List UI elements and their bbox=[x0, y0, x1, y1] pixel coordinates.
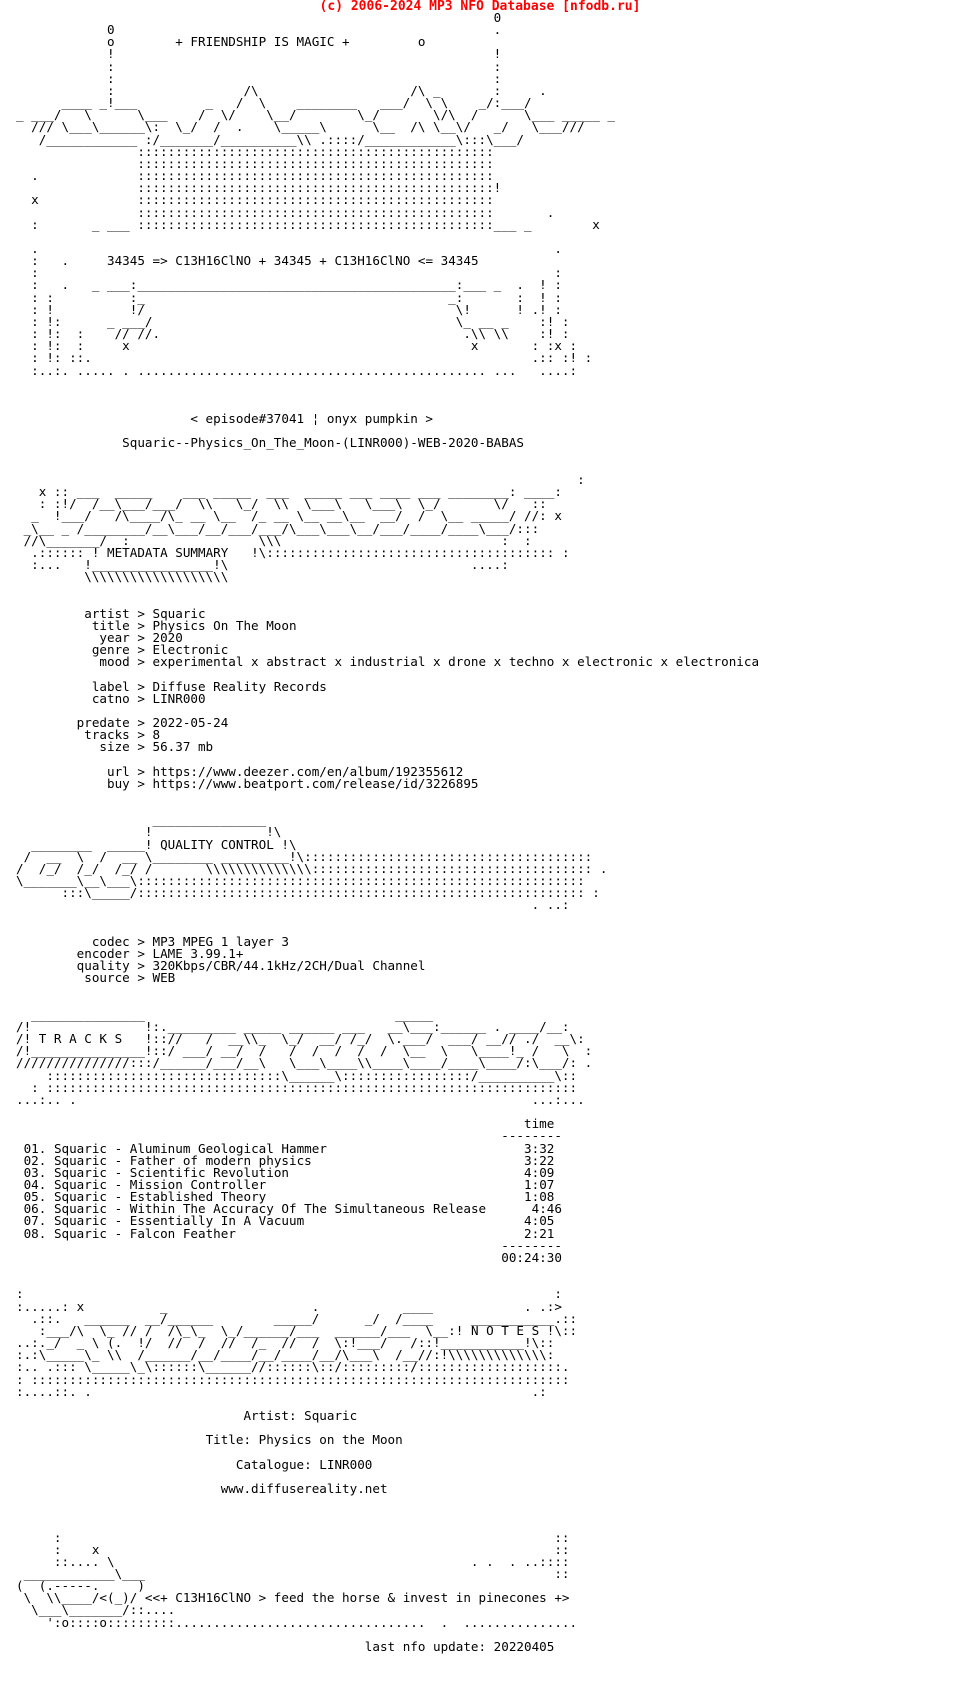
track-row: 01. Squaric - Aluminum Geological Hammer 3:32 bbox=[23, 1140, 555, 1156]
track-row: 04. Squaric - Mission Controller 1:07 bbox=[23, 1177, 555, 1192]
meta-artist: Squaric bbox=[152, 605, 206, 621]
meta-buy-link[interactable]: https://www.beatport.com/release/id/3226895 bbox=[152, 775, 479, 791]
metadata-section-title: METADATA SUMMARY bbox=[107, 544, 229, 560]
episode-line: < episode#37041 ¦ onyx pumpkin > bbox=[190, 411, 434, 427]
header-art: 0 0 . o + FRIENDSHIP IS MAGIC + o ! ! : : : : : /\ /\ _ : . ____ _!___ _ / \ ________ ___/ \ \ _/:___/ _ ___/ \ \___ / \/ \__/ \_/ \/\ / \___ _____ _ /// \___\______\: \_/ / . \_____\ \__ /\ \__\/ _/ \___/// /____________ :/_______/__________\\ .::::/____________\:::\___/ ::::::::::::::::::::::::::::::::::::::::::::::: ::::::::::::::::::::::::::::::::::::::::::::::: . ::::::::::::::::::::::::::::::::::::::::::::::: :::::::::::::::::::::::::::::::::::::::::::::::! x ::::::::::::::::::::::::::::::::::::::::::::::: ::::::::::::::::::::::::::::::::::::::::::::::: . : _ ___ :::::::::::::::::::::::::::::::::::::::::::::::___ _ x . . : . 34345 => C13H16ClNO + 34345 + C13H16ClNO <= 34345 : : : . _ ___:__________________________________________:___ _ . ! : : : :_ _: : ! : : ! !/ \! ! .! : : !: _ ___/ \_ __ _ :! : : !: : // //. .\\ \\ :! : : !: : x x : :x : : !: ::. .:: :! : :..:. ..... . .............................................. ... ....: bbox=[16, 10, 615, 378]
tracklist-time-header: time bbox=[524, 1116, 555, 1132]
formula: 34345 => C13H16ClNO + 34345 + C13H16ClNO <= 34345 bbox=[107, 253, 479, 269]
last-update: last nfo update: 20220405 bbox=[364, 1638, 555, 1654]
meta-mood: experimental x abstract x industrial x drone x techno x electronic x electronica bbox=[152, 654, 760, 670]
track-row: 07. Squaric - Essentially In A Vacuum 4:05 bbox=[23, 1213, 555, 1229]
notes-website: www.diffusereality.net bbox=[220, 1480, 388, 1496]
quality-section-title: QUALITY CONTROL bbox=[160, 836, 274, 852]
track-row: 05. Squaric - Established Theory 1:08 bbox=[23, 1189, 555, 1205]
footer-tagline: <<+ C13H16ClNO > feed the horse & invest in pinecones +> bbox=[144, 1590, 570, 1606]
tracklist: time -------- 01. Squaric - Aluminum Geological Hammer 3:32 02. Squaric - Father of modern physics 3:22 03. Squaric - Scientific Revolution 4:09 04. Squaric - Mission Controller 1:07 05. Squaric - Established Theory 1:08 06. Squaric - Within The Accuracy Of The Simultaneous Release 4:46 07. Squaric - Essentially In A Vacuum 4:05 08. Squaric - Falcon Feather 2:21 -------- 00:24:30 bbox=[16, 1116, 562, 1265]
nfo-document bbox=[16, 12, 759, 1653]
notes-header-art: : : :.....: x _ . ____ . .:> .::. ______ __/______ _____/ _/ /____ ___________.:: :___/\ \_ // / /\_\_ \_/______/___ ______/___ \__:! N O T E S !\:: ..:._/ _ \ (. !/ // / // /_ // / \:!___/ /::!___________!\:: :.:\_____\_ \\ /______/__/____/__/____/__/\___\ /__//:!\\\\\\\\\\\\\: :.. .::: \_____\_\::::::\______//::::::\::/:::::::::/:::::::::::::::::::. : ::::::::::::::::::::::::::::::::::::::::::::::::::::::::::::::::::::::: :....::. . .: bbox=[16, 1286, 578, 1399]
meta-year: 2020 bbox=[152, 629, 183, 645]
quality-block: codec > MP3 MPEG 1 layer 3 encoder > LAME 3.99.1+ quality > 320Kbps/CBR/44.1kHz/2CH/Dual Channel source > WEB bbox=[16, 933, 426, 986]
metadata-block: artist > Squaric title > Physics On The Moon year > 2020 genre > Electronic mood > experimental x abstract x industrial x drone x techno x electronic x electronica label > Diffuse Reality Records catno > LINR000 predate > 2022-05-24 tracks > 8 size > 56.37 mb url > https://www.deezer.com/en/album/192355612 buy > https://www.beatport.com/release/id/3226895 bbox=[16, 605, 760, 791]
site-credit: (c) 2006-2024 MP3 NFO Database [nfodb.ru] bbox=[319, 0, 641, 14]
meta-predate: 2022-05-24 bbox=[152, 715, 229, 731]
track-row: 06. Squaric - Within The Accuracy Of The Simultaneous Release 4:46 bbox=[23, 1201, 562, 1217]
track-row: 02. Squaric - Father of modern physics 3:22 bbox=[23, 1152, 555, 1168]
qc-source: WEB bbox=[152, 970, 176, 986]
release-name: Squaric--Physics_On_The_Moon-(LINR000)-WEB-2020-BABAS bbox=[122, 435, 525, 451]
meta-title: Physics On The Moon bbox=[152, 617, 297, 633]
tracks-section-title: T R A C K S bbox=[38, 1031, 123, 1047]
metadata-header-art: : x :: ___ _____ ___ _____ ___ _____ ___ ____ ___ ________: ____: : :!/ /__\___/___/ \\ \_/ \\ \___\ \___\ \_/ \/ :: _ !___/ /\____/\_ __ \__ /_ __ \__ __\__ __/ / \__ _____/ //: x _\__ _ /________/__\___/__/___/___/\___\___\__/___/____/____\___/::: //\_______/ : \\\ : : .:::::: ! METADATA SUMMARY !\:::::::::::::::::::::::::::::::::::::: : :... !________________!\ ....: \\\\\\\\\\\\\\\\\\\ bbox=[23, 471, 585, 585]
track-row: 03. Squaric - Scientific Revolution 4:09 bbox=[23, 1164, 555, 1180]
slogan: + FRIENDSHIP IS MAGIC + bbox=[175, 34, 350, 50]
meta-tracks: 8 bbox=[152, 727, 161, 743]
notes-block bbox=[16, 1408, 403, 1496]
tracks-header-art: _______________ _____ /! !:._________ _____ ______ ___ __\___:______ . ____/__: /! T R A C K S !::// / __\\_ \_/ __/ /_/ \.___/ ___/ __// ./ __\: /!_______________!::/ ___/ __/ / / / / / / \__ \ \____!_ / \ : ///////////////:::/______/___/__\ \___\____\\____\____/____\____/:\___/: . :::::::::::::::::::::::::::::::\______\:::::::::::::::::/__________\:: : :::::::::::::::::::::::::::::::::::::::::::::::::::::::::::::::::::::: ...:.. . ...:... bbox=[16, 1006, 593, 1107]
qc-codec: MP3 MPEG 1 layer 3 bbox=[152, 933, 289, 949]
tracklist-total: 00:24:30 bbox=[501, 1249, 562, 1265]
meta-size: 56.37 mb bbox=[152, 739, 214, 755]
notes-section-title: N O T E S bbox=[470, 1322, 540, 1338]
meta-label: Diffuse Reality Records bbox=[152, 678, 327, 694]
qc-encoder: LAME 3.99.1+ bbox=[152, 946, 244, 962]
notes-catalogue: Catalogue: LINR000 bbox=[235, 1456, 373, 1472]
quality-header-art: _______________ ! !\ ________ _____! QUALITY CONTROL !\ / __ \ / __ \________ _________!\:::::::::::::::::::::::::::::::::::::: / /_/ /_/ /_/ / \\\\\\\\\\\\\\::::::::::::::::::::::::::::::::::::: . \_______\__\___\::::::::::::::::::::::::::::::::::::::::::::::::::::::::::: :::\_____/::::::::::::::::::::::::::::::::::::::::::::::::::::::::::: : . ..: bbox=[16, 812, 608, 913]
footer-art: : :: : x :: ::.... \ . . . ..:::: ____________\___ :: ( (.-----. ) \ \\____/<(_)/ <<+ C13H16ClNO > feed the horse & invest in pinecones +> \___\_______/::.... ':o::::o:::::::::................................. . ............... bbox=[16, 1529, 578, 1630]
notes-title: Title: Physics on the Moon bbox=[205, 1432, 403, 1448]
meta-catno: LINR000 bbox=[152, 690, 206, 706]
qc-quality: 320Kbps/CBR/44.1kHz/2CH/Dual Channel bbox=[152, 958, 426, 974]
notes-artist: Artist: Squaric bbox=[243, 1407, 358, 1423]
meta-genre: Electronic bbox=[152, 642, 229, 658]
track-row: 08. Squaric - Falcon Feather 2:21 bbox=[23, 1225, 555, 1241]
meta-url-link[interactable]: https://www.deezer.com/en/album/192355612 bbox=[152, 763, 464, 779]
